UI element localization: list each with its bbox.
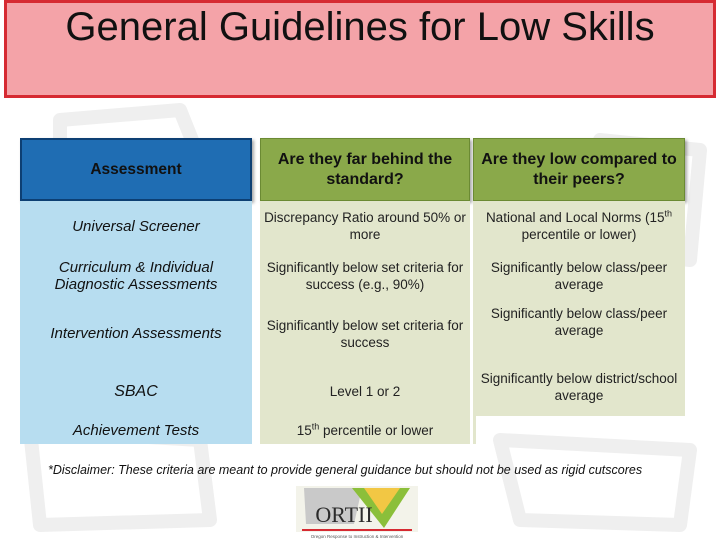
row-sbac-low-compared: Significantly below district/school average (473, 366, 685, 416)
norms-text-a: National and Local Norms (15 (485, 210, 665, 225)
percentile-text-a: 15 (296, 422, 312, 438)
slide-title: General Guidelines for Low Skills (65, 5, 655, 49)
row-curriculum-assessment: Curriculum & Individual Diagnostic Assessments (20, 251, 252, 301)
row-intervention-low-compared: Significantly below class/peer average (473, 301, 685, 366)
ortii-logo (292, 484, 422, 540)
svg-text:Oregon Response to Instruction: Oregon Response to Instruction & Intervention (310, 534, 404, 539)
guidelines-table (20, 138, 685, 444)
norms-text-b: percentile or lower) (521, 227, 637, 242)
row-sbac-assessment: SBAC (20, 366, 252, 416)
svg-text:ORTII: ORTII (315, 502, 373, 527)
norms-superscript: th (664, 208, 673, 219)
row-achievement-low-compared (473, 416, 685, 444)
row-achievement-far-behind (260, 416, 470, 444)
disclaimer-note: *Disclaimer: These criteria are meant to provide general guidance but should not be used as rigid cutscores (48, 463, 643, 477)
row-curriculum-far-behind: Significantly below set criteria for success (e.g., 90%) (260, 251, 470, 301)
row-universal-screener-assessment: Universal Screener (20, 201, 252, 251)
header-low-compared: Are they low compared to their peers? (473, 138, 685, 201)
percentile-text-b: percentile or lower (319, 422, 434, 438)
header-far-behind: Are they far behind the standard? (260, 138, 470, 201)
row-sbac-far-behind: Level 1 or 2 (260, 366, 470, 416)
header-assessment: Assessment (20, 138, 252, 201)
row-universal-screener-low-compared (473, 201, 685, 251)
row-achievement-assessment: Achievement Tests (20, 416, 252, 444)
percentile-superscript: th (311, 421, 320, 431)
row-intervention-assessment: Intervention Assessments (20, 301, 252, 366)
row-universal-screener-far-behind: Discrepancy Ratio around 50% or more (260, 201, 470, 251)
row-intervention-far-behind: Significantly below set criteria for success (260, 301, 470, 366)
row-curriculum-low-compared: Significantly below class/peer average (473, 251, 685, 301)
